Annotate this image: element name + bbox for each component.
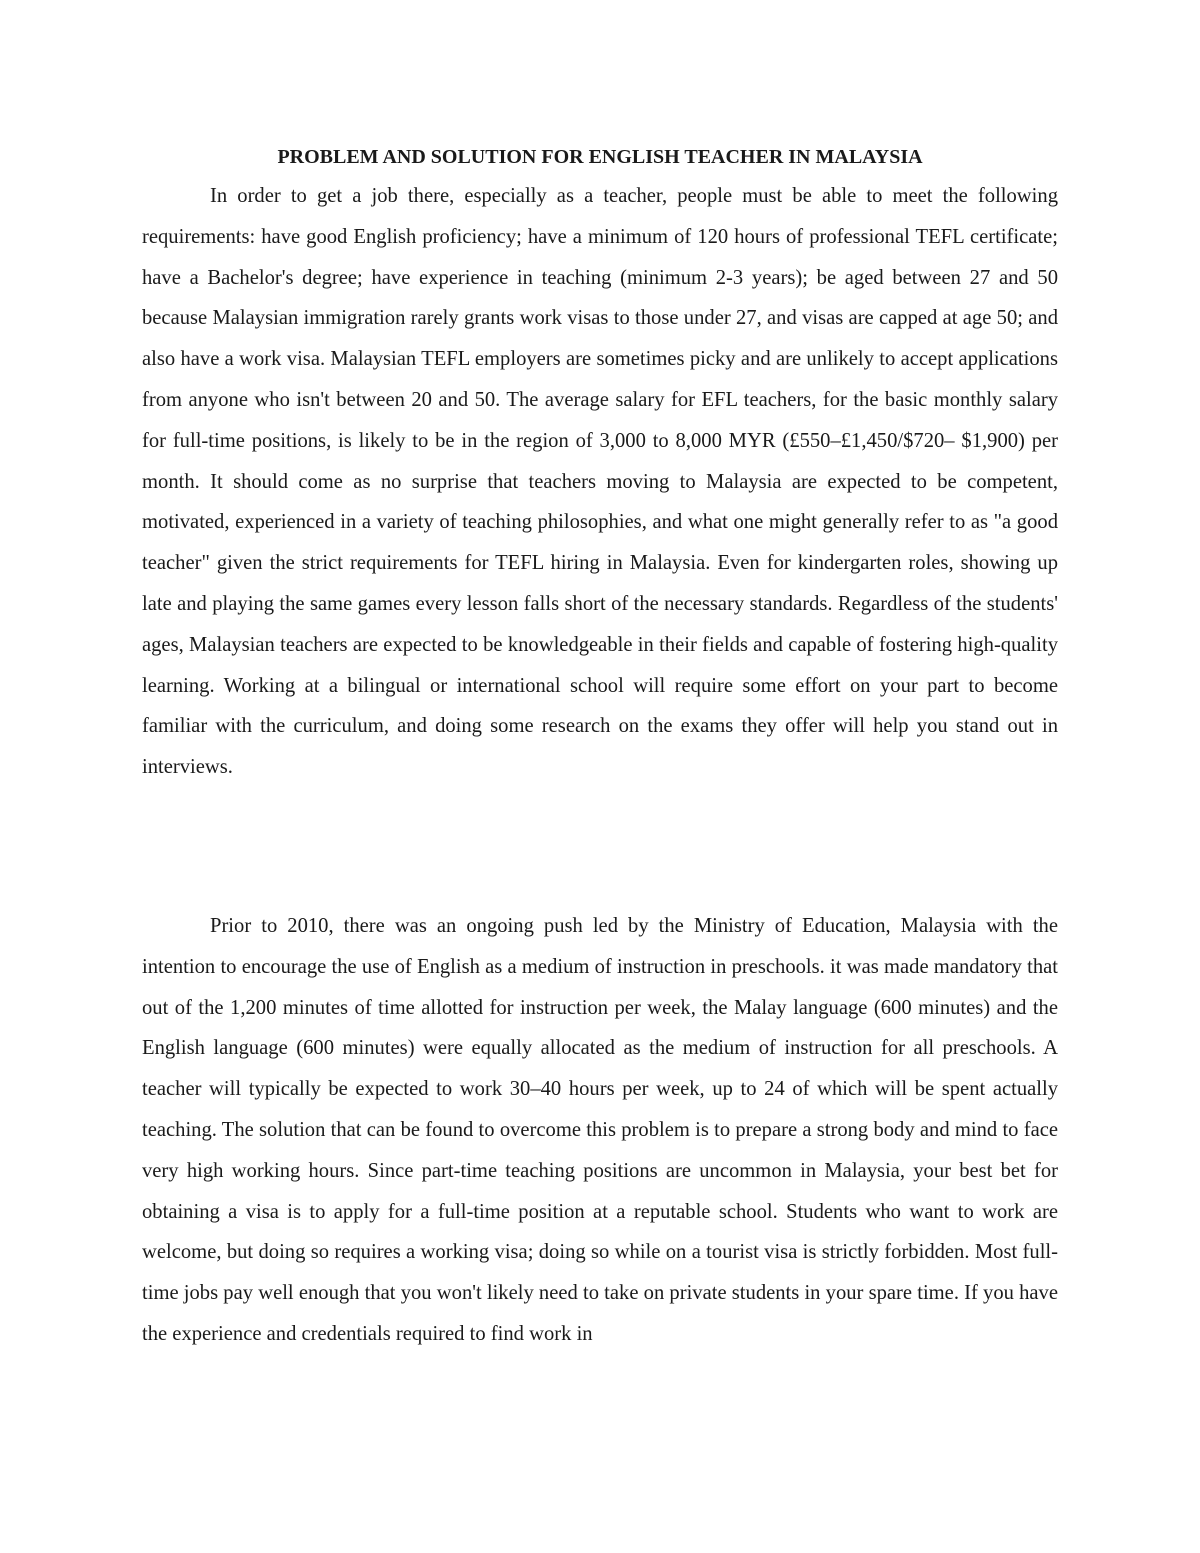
document-title: PROBLEM AND SOLUTION FOR ENGLISH TEACHER IN MALAYSIA [277,146,923,168]
paragraph-working-hours: Prior to 2010, there was an ongoing push led by the Ministry of Education, Malaysia with the intention to encourage the use of English as a medium of instruction in preschools. it was made mandatory that out of the 1,200 minutes of time allotted for instruction per week, the Malay language (600 minutes) and the English language (600 minutes) were equally allocated as the medium of instruction for all preschools. A teacher will typically be expected to work 30–40 hours per week, up to 24 of which will be spent actually teaching. The solution that can be found to overcome this problem is to prepare a strong body and mind to face very high working hours. Since part-time teaching positions are uncommon in Malaysia, your best bet for obtaining a visa is to apply for a full-time position at a reputable school. Students who want to work are welcome, but doing so requires a working visa; doing so while on a tourist visa is strictly forbidden. Most full-time jobs pay well enough that you won't likely need to take on private students in your spare time. If you have the experience and credentials required to find work in [142,915,1058,1345]
paragraph-requirements: In order to get a job there, especially as a teacher, people must be able to meet the following requirements: have good English proficiency; have a minimum of 120 hours of professional TEFL certificate; have a Bachelor's degree; have experience in teaching (minimum 2-3 years); be aged between 27 and 50 because Malaysian immigration rarely grants work visas to those under 27, and visas are capped at age 50; and also have a work visa. Malaysian TEFL employers are sometimes picky and are unlikely to accept applications from anyone who isn't between 20 and 50. The average salary for EFL teachers, for the basic monthly salary for full-time positions, is likely to be in the region of 3,000 to 8,000 MYR (£550–£1,450/$720– $1,900) per month. It should come as no surprise that teachers moving to Malaysia are expected to be competent, motivated, experienced in a variety of teaching philosophies, and what one might generally refer to as "a good teacher" given the strict requirements for TEFL hiring in Malaysia. Even for kindergarten roles, showing up late and playing the same games every lesson falls short of the necessary standards. Regardless of the students' ages, Malaysian teachers are expected to be knowledgeable in their fields and capable of fostering high-quality learning. Working at a bilingual or international school will require some effort on your part to become familiar with the curriculum, and doing some research on the exams they offer will help you stand out in interviews. [142,185,1058,779]
